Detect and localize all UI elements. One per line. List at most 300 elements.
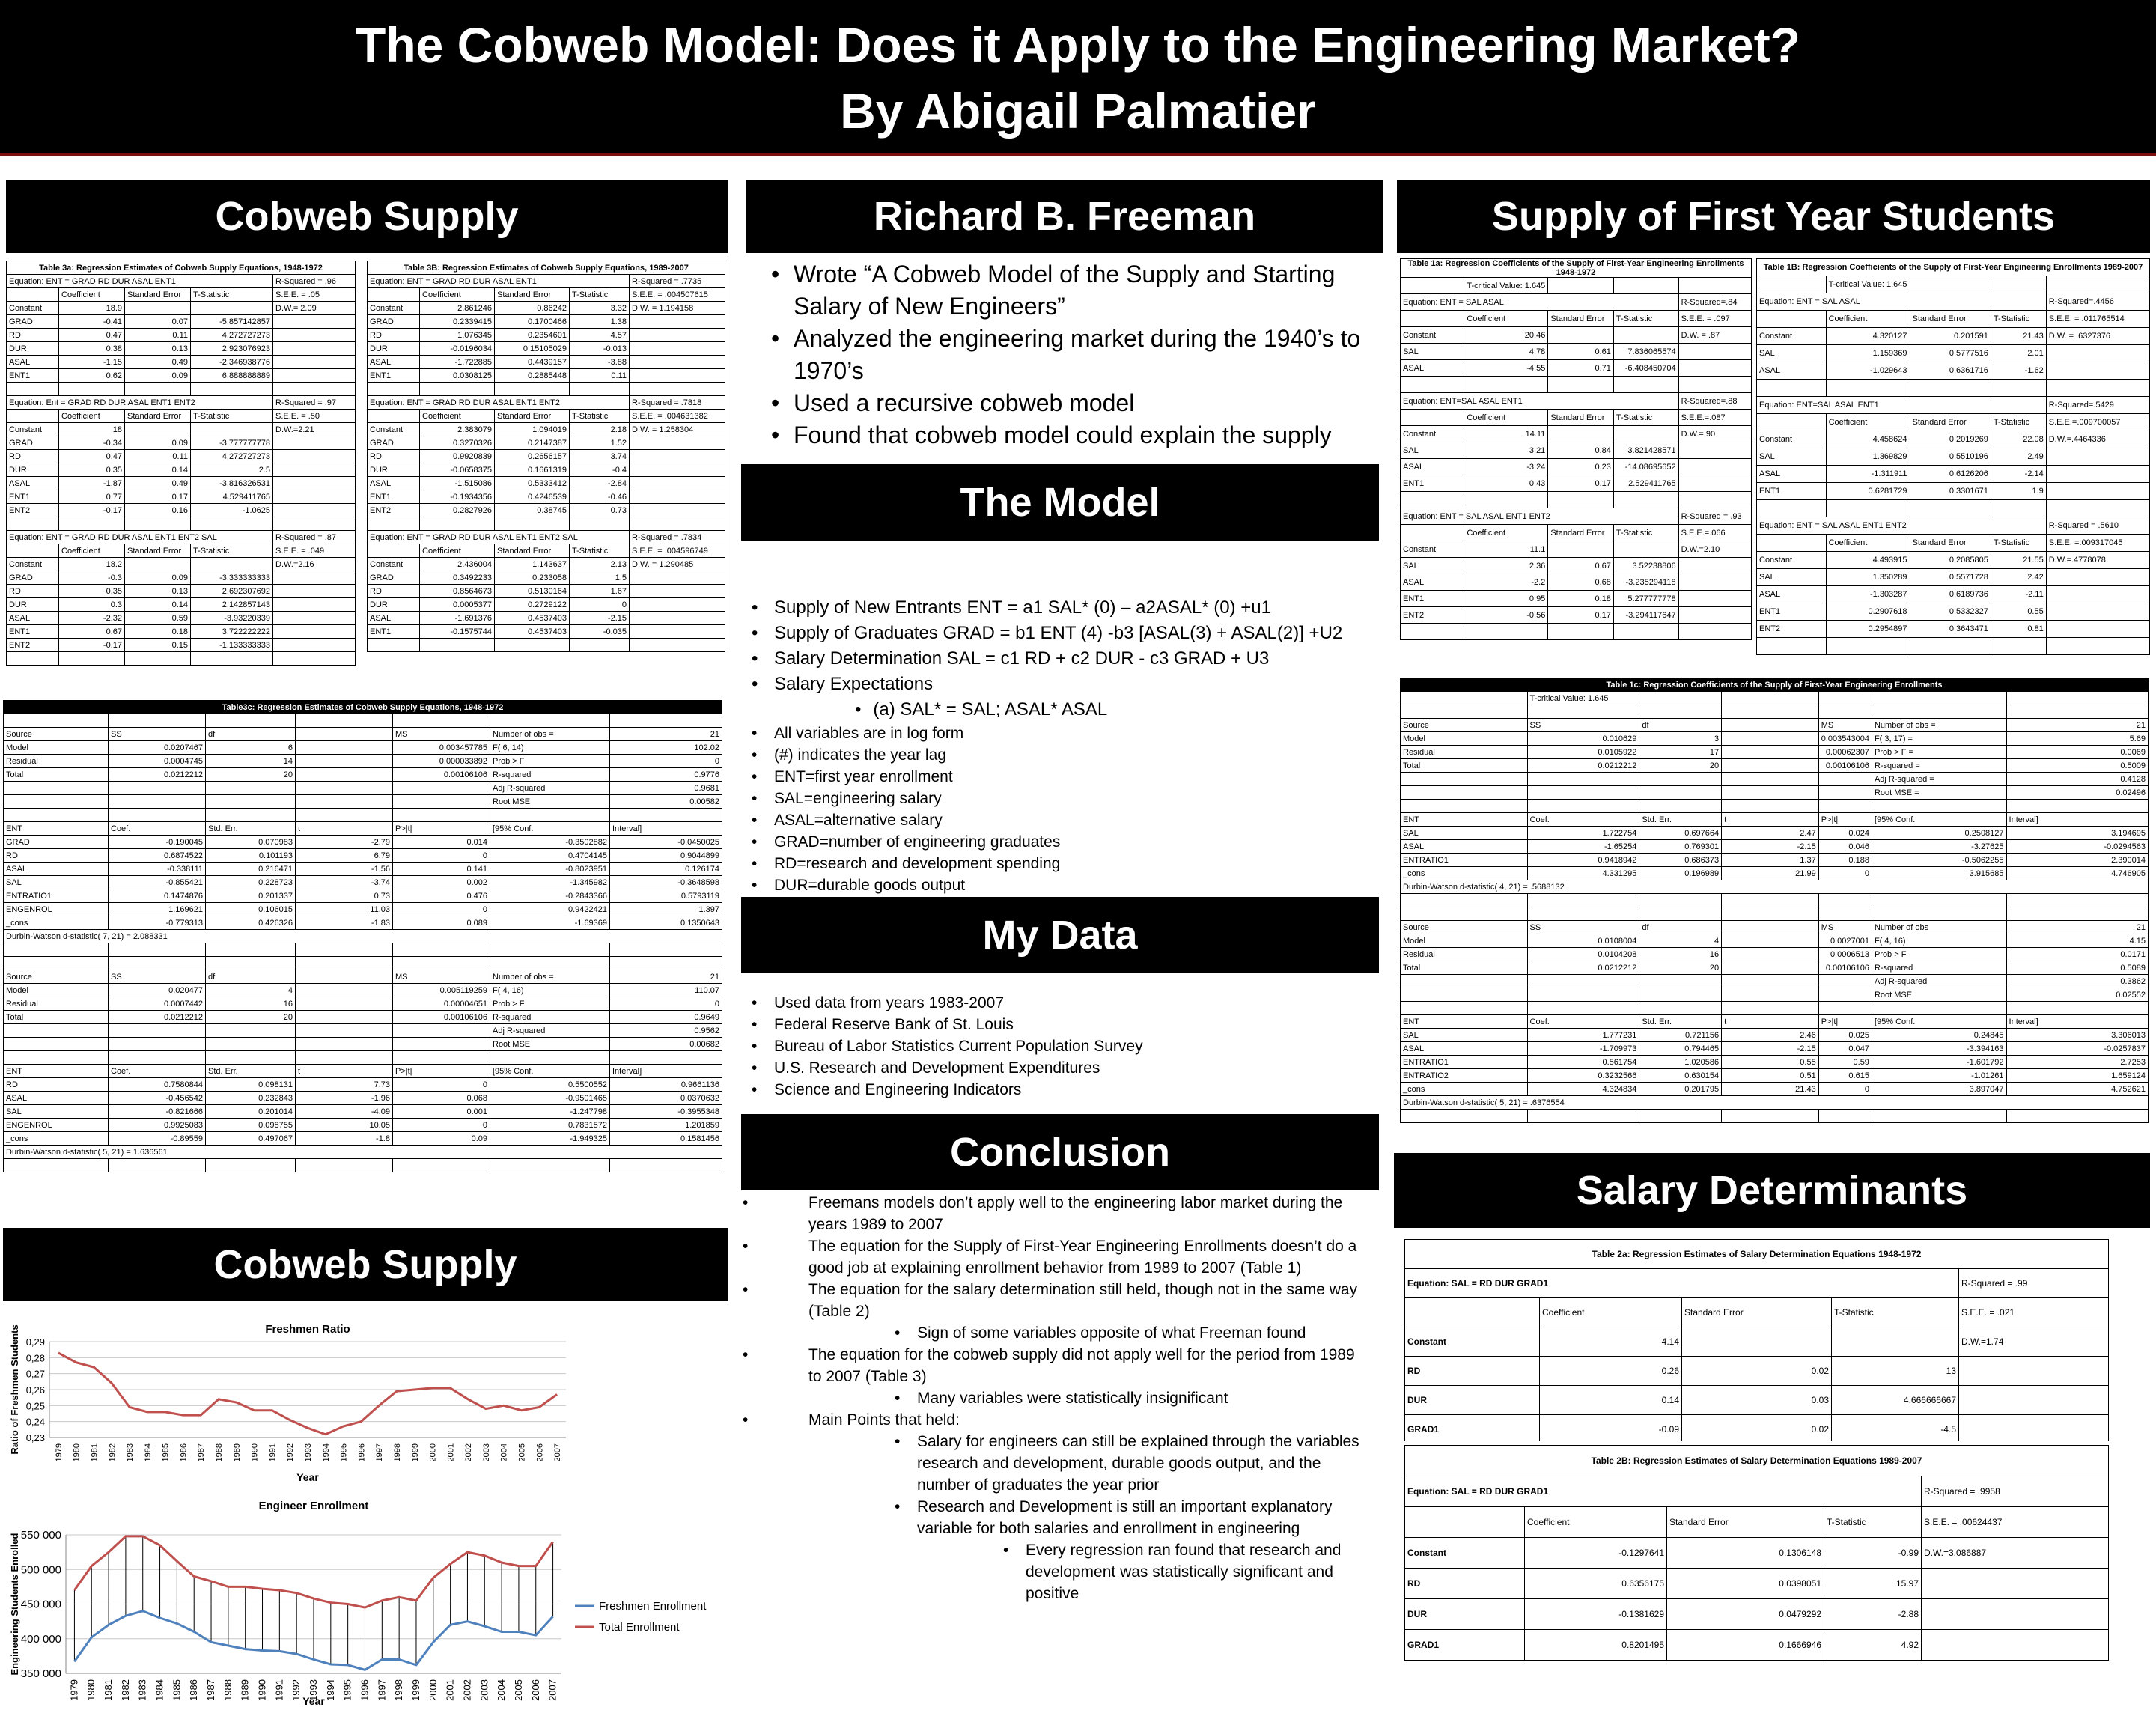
table-cell: -0.17 xyxy=(59,639,125,652)
table-cell: S.E.E. = .097 xyxy=(1678,311,1751,327)
table-cell xyxy=(273,329,356,342)
table-cell: -4.09 xyxy=(296,1105,393,1119)
table-cell xyxy=(630,369,725,383)
table-row xyxy=(7,490,356,504)
table-cell: -1.8 xyxy=(296,1132,393,1146)
table-cell xyxy=(1401,975,1528,988)
table-cell xyxy=(1757,276,1827,293)
table-cell: ASAL xyxy=(368,356,420,369)
table-cell: 2.49 xyxy=(1991,448,2046,466)
x-tick-label: 1981 xyxy=(90,1443,100,1462)
table-row xyxy=(1757,362,2150,380)
table-cell: -1.01261 xyxy=(1872,1069,2006,1083)
y-tick-label: 500 000 xyxy=(20,1563,61,1577)
table-cell xyxy=(273,436,356,450)
table-cell: 0.5777516 xyxy=(1910,345,1991,362)
table-cell: T-Statistic xyxy=(1613,410,1678,426)
table-cell: -0.3648598 xyxy=(610,876,722,889)
table-cell: 11.03 xyxy=(296,903,393,916)
table-cell xyxy=(1872,692,2006,705)
table-cell: -0.1381629 xyxy=(1525,1599,1667,1630)
table-cell: 0.0104208 xyxy=(1527,948,1639,961)
x-tick-label: 1987 xyxy=(205,1679,217,1701)
table-cell: 0.24845 xyxy=(1872,1029,2006,1042)
table-row xyxy=(7,436,356,450)
table-cell xyxy=(1548,327,1614,344)
table-cell: RD xyxy=(1405,1357,1540,1386)
table-cell xyxy=(273,383,356,396)
table-cell xyxy=(630,342,725,356)
x-tick-label: 1986 xyxy=(179,1443,189,1462)
table-cell xyxy=(393,943,490,957)
x-tick-label: 2000 xyxy=(428,1443,438,1462)
table-cell: -2.88 xyxy=(1824,1599,1922,1630)
table-cell xyxy=(191,558,273,571)
table-cell: 0.769301 xyxy=(1639,840,1722,854)
table-cell: 2.436004 xyxy=(420,558,495,571)
table-row xyxy=(1401,426,1752,442)
equation-row xyxy=(368,275,725,288)
table-cell: -1.15 xyxy=(59,356,125,369)
table-cell xyxy=(191,652,273,666)
table-cell: 0.13 xyxy=(125,585,191,598)
table-cell xyxy=(1959,1357,2109,1386)
table-cell: -1.949325 xyxy=(490,1132,610,1146)
table-cell: -0.41 xyxy=(59,315,125,329)
table-cell: Root MSE xyxy=(1872,988,2006,1002)
table-cell xyxy=(1401,492,1464,508)
table-cell xyxy=(2046,586,2149,603)
table-cell: Coef. xyxy=(109,1065,206,1078)
table-cell xyxy=(7,652,59,666)
table-cell: -1.83 xyxy=(296,916,393,930)
table-cell: 0.201591 xyxy=(1910,328,1991,345)
x-tick-label: 2001 xyxy=(444,1679,456,1701)
table-cell: Total xyxy=(4,1011,109,1024)
table-cell: 0.17 xyxy=(125,490,191,504)
model-notes xyxy=(741,722,1379,896)
table-cell: T-Statistic xyxy=(1613,311,1678,327)
table-cell: 0.55 xyxy=(1722,1056,1819,1069)
table-cell: D.W.=2.16 xyxy=(273,558,356,571)
table-cell: D.W. = 1.290485 xyxy=(630,558,725,571)
table-cell xyxy=(273,315,356,329)
table-row xyxy=(1757,586,2150,603)
table-cell: 0.4439157 xyxy=(495,356,570,369)
table-cell: 16 xyxy=(1639,948,1722,961)
table-row xyxy=(1401,813,2149,827)
table-row xyxy=(1405,1386,2109,1415)
table-cell: 0.00004651 xyxy=(393,997,490,1011)
table-cell: ENGENROL xyxy=(4,1119,109,1132)
conclusion-item: • Every regression ran found that research and development was statistically significant and positive xyxy=(1026,1539,1362,1604)
table-cell xyxy=(1818,800,1872,813)
table-cell xyxy=(109,1159,206,1172)
table-cell xyxy=(296,728,393,741)
table-row xyxy=(4,741,722,755)
table-cell xyxy=(1722,961,1819,975)
table-cell: GRAD1 xyxy=(1405,1415,1540,1442)
table-row xyxy=(7,517,356,531)
table-cell xyxy=(393,1038,490,1051)
table-cell xyxy=(1722,732,1819,746)
table-cell: 0 xyxy=(1818,867,1872,880)
header-model: The Model xyxy=(741,464,1379,541)
table-cell xyxy=(1527,705,1639,719)
table-cell xyxy=(1722,948,1819,961)
x-tick-label: 1988 xyxy=(215,1443,225,1462)
table-cell: 15.97 xyxy=(1824,1569,1922,1599)
table-row xyxy=(4,889,722,903)
table-cell: -0.1297641 xyxy=(1525,1538,1667,1569)
table-cell xyxy=(1678,624,1751,640)
table-row xyxy=(368,558,725,571)
table-row xyxy=(1401,975,2149,988)
table-cell: RD xyxy=(4,1078,109,1092)
table-cell: -1.96 xyxy=(296,1092,393,1105)
table-cell: 0.09 xyxy=(125,436,191,450)
table-cell: Standard Error xyxy=(1548,410,1614,426)
table-cell: 13 xyxy=(1832,1357,1959,1386)
table-cell: -1.87 xyxy=(59,477,125,490)
table-cell xyxy=(273,369,356,383)
table-cell xyxy=(1722,934,1819,948)
table-cell: df xyxy=(1639,719,1722,732)
table-cell: -0.2843366 xyxy=(490,889,610,903)
table-cell: 2.13 xyxy=(570,558,630,571)
table-cell: 21.43 xyxy=(1722,1083,1819,1096)
table-cell: 4.752621 xyxy=(2006,1083,2148,1096)
table-cell: Std. Err. xyxy=(206,1065,296,1078)
table-row xyxy=(1401,692,2149,705)
table-cell: 0.794465 xyxy=(1639,1042,1722,1056)
table-cell: -1.345982 xyxy=(490,876,610,889)
freeman-bullet: • Found that cobweb model could explain the supply xyxy=(794,419,1383,451)
table-row xyxy=(7,410,356,423)
table-cell: 0.2508127 xyxy=(1872,827,2006,840)
table-cell: 0.02496 xyxy=(2006,786,2148,800)
table-cell: -0.17 xyxy=(59,504,125,517)
table-cell: 0.18 xyxy=(1548,591,1614,607)
table-cell: 0.3 xyxy=(59,598,125,612)
table-cell: 3.21 xyxy=(1464,442,1548,459)
table-cell: -1.0625 xyxy=(191,504,273,517)
table-cell: Source xyxy=(4,728,109,741)
table-cell: Coefficient xyxy=(1826,414,1910,431)
table-row xyxy=(7,558,356,571)
table-cell: 2.390014 xyxy=(2006,854,2148,867)
table-row xyxy=(368,639,725,652)
table-row xyxy=(1401,475,1752,492)
table-cell xyxy=(1678,558,1751,574)
table-cell: _cons xyxy=(4,916,109,930)
table-cell: 2.7253 xyxy=(2006,1056,2148,1069)
engineer-enrollment-chart xyxy=(6,1490,732,1707)
table-cell: 1.369829 xyxy=(1826,448,1910,466)
table-row xyxy=(1405,1298,2109,1327)
equation-row xyxy=(1405,1476,2109,1507)
table-cell: 0.024 xyxy=(1818,827,1872,840)
conclusion-section xyxy=(741,1192,1362,1611)
table-cell: Standard Error xyxy=(1910,414,1991,431)
r-squared: R-Squared = .96 xyxy=(273,275,356,288)
equation-text: Equation: ENT = GRAD RD DUR ASAL ENT1 ENT2 SAL xyxy=(7,531,273,544)
table-cell: 0.55 xyxy=(1991,603,2046,621)
table-cell xyxy=(125,383,191,396)
table-cell: -3.27625 xyxy=(1872,840,2006,854)
table-cell: 4.458624 xyxy=(1826,431,1910,448)
table-cell: D.W. = .87 xyxy=(1678,327,1751,344)
table-cell: df xyxy=(206,728,296,741)
poster-author: By Abigail Palmatier xyxy=(840,83,1316,139)
table-cell: 0.0027001 xyxy=(1818,934,1872,948)
table-cell: SAL xyxy=(1401,558,1464,574)
table-cell xyxy=(1527,800,1639,813)
table-cell: Standard Error xyxy=(1910,311,1991,328)
equation-row xyxy=(1757,517,2150,535)
table-cell: 1.777231 xyxy=(1527,1029,1639,1042)
table-cell: -1.247798 xyxy=(490,1105,610,1119)
table-cell xyxy=(2046,621,2149,638)
table-row xyxy=(4,916,722,930)
table-cell: T-critical Value: 1.645 xyxy=(1826,276,1910,293)
x-tick-label: 1983 xyxy=(136,1679,148,1701)
regression-table xyxy=(1400,258,1752,640)
table-cell xyxy=(2006,800,2148,813)
table-cell: 0.3643471 xyxy=(1910,621,1991,638)
x-tick-label: 2002 xyxy=(464,1443,474,1462)
table-row xyxy=(7,585,356,598)
table-cell: -0.89559 xyxy=(109,1132,206,1146)
table-cell: -0.34 xyxy=(59,436,125,450)
table-cell xyxy=(1818,1002,1872,1015)
table-caption: Table 1a: Regression Coefficients of the Supply of First-Year Engineering Enrollments 1948-1972 xyxy=(1401,259,1752,278)
table-cell: 20.46 xyxy=(1464,327,1548,344)
x-tick-label: 2005 xyxy=(512,1679,524,1701)
table-cell xyxy=(273,504,356,517)
table-row xyxy=(7,423,356,436)
table-cell xyxy=(630,571,725,585)
table-cell: 0.5500552 xyxy=(490,1078,610,1092)
table-cell: 1.659124 xyxy=(2006,1069,2148,1083)
table-cell: 0.0069 xyxy=(2006,746,2148,759)
equation-text: Equation: ENT = GRAD RD DUR ASAL ENT1 ENT2 SAL xyxy=(368,531,630,544)
table-cell: 4.272727273 xyxy=(191,450,273,463)
table-row xyxy=(1401,1042,2149,1056)
header-freeman: Richard B. Freeman xyxy=(746,180,1383,253)
table-cell: Number of obs = xyxy=(490,728,610,741)
table-cell: Constant xyxy=(1401,327,1464,344)
table-cell: Constant xyxy=(1405,1327,1540,1357)
table-cell xyxy=(1527,975,1639,988)
table-cell xyxy=(610,957,722,970)
table-cell: Number of obs = xyxy=(490,970,610,984)
table-cell: Adj R-squared xyxy=(490,1024,610,1038)
table-cell xyxy=(4,1159,109,1172)
table-cell: S.E.E. = .00624437 xyxy=(1922,1507,2109,1538)
x-tick-label: 1986 xyxy=(188,1679,200,1701)
table-cell: 0.9925083 xyxy=(109,1119,206,1132)
table-cell: GRAD xyxy=(7,315,59,329)
table-row xyxy=(1401,705,2149,719)
table-cell: SS xyxy=(109,728,206,741)
table-cell xyxy=(1678,360,1751,377)
table-cell: 0.025 xyxy=(1818,1029,1872,1042)
table-cell xyxy=(4,1024,109,1038)
table-cell: 0.020477 xyxy=(109,984,206,997)
table-cell: 1.397 xyxy=(610,903,722,916)
table-cell: -1.515086 xyxy=(420,477,495,490)
table-cell: Constant xyxy=(368,423,420,436)
table-cell: 1.076345 xyxy=(420,329,495,342)
regression-table xyxy=(1756,258,2150,655)
table-cell: 0.17 xyxy=(1548,607,1614,624)
r-squared: R-Squared = .87 xyxy=(273,531,356,544)
table-cell: 4.14 xyxy=(1540,1327,1682,1357)
table-cell: DUR xyxy=(368,342,420,356)
conclusion-item: • Sign of some variables opposite of what Freeman found xyxy=(917,1322,1362,1344)
table-cell: DUR xyxy=(368,463,420,477)
table-cell xyxy=(570,639,630,652)
table-cell: 0.630154 xyxy=(1639,1069,1722,1083)
table-cell: T-Statistic xyxy=(1991,414,2046,431)
durbin-watson: Durbin-Watson d-statistic( 7, 21) = 2.088331 xyxy=(4,930,722,943)
table-cell: 0.00062307 xyxy=(1818,746,1872,759)
table-row xyxy=(1405,1538,2109,1569)
table-row xyxy=(368,585,725,598)
table-cell xyxy=(2046,345,2149,362)
table-cell: ENT1 xyxy=(7,625,59,639)
table-cell: S.E.E. =.009317045 xyxy=(2046,535,2149,552)
table-cell: D.W. = 1.258304 xyxy=(630,423,725,436)
table-cell: _cons xyxy=(1401,1083,1528,1096)
r-squared: R-Squared = .5610 xyxy=(2046,517,2149,535)
salary-table xyxy=(1404,1239,2109,1441)
table-cell: T-Statistic xyxy=(570,288,630,302)
x-tick-label: 1993 xyxy=(308,1679,319,1701)
table-cell: 0 xyxy=(393,849,490,862)
table-cell xyxy=(296,1011,393,1024)
table-cell: Number of obs xyxy=(1872,921,2006,934)
table-row xyxy=(4,1011,722,1024)
table-cell xyxy=(1401,410,1464,426)
table-cell: GRAD xyxy=(7,436,59,450)
table-row xyxy=(368,342,725,356)
x-tick-label: 1985 xyxy=(171,1679,183,1701)
table-cell: _cons xyxy=(4,1132,109,1146)
table-cell: 0 xyxy=(1818,1083,1872,1096)
table-cell: Source xyxy=(1401,719,1528,732)
table-cell: ENT xyxy=(1401,1015,1528,1029)
table-cell xyxy=(393,1051,490,1065)
table-row xyxy=(4,755,722,768)
table-cell xyxy=(1678,591,1751,607)
table-cell: Standard Error xyxy=(125,410,191,423)
table-row xyxy=(4,836,722,849)
table-cell: 0.26 xyxy=(1540,1357,1682,1386)
table-row xyxy=(368,288,725,302)
table-cell xyxy=(1910,380,1991,397)
table-cell: GRAD xyxy=(4,836,109,849)
table-cell: ENGENROL xyxy=(4,903,109,916)
table-cell: 4.324834 xyxy=(1527,1083,1639,1096)
table-cell: 0.0212212 xyxy=(1527,961,1639,975)
table-cell: 0.188 xyxy=(1818,854,1872,867)
table-cell: 21.43 xyxy=(1991,328,2046,345)
table-row xyxy=(1757,638,2150,655)
table-cell xyxy=(490,957,610,970)
table-cell: 0.5333412 xyxy=(495,477,570,490)
table-cell: 0.0006513 xyxy=(1818,948,1872,961)
durbin-watson: Durbin-Watson d-statistic( 4, 21) = .5688132 xyxy=(1401,880,2149,894)
table-cell: -0.035 xyxy=(570,625,630,639)
table-row xyxy=(1401,492,1752,508)
table-cell: Standard Error xyxy=(125,544,191,558)
table-cell: ASAL xyxy=(1401,1042,1528,1056)
table-cell: 0.59 xyxy=(125,612,191,625)
table-row xyxy=(7,369,356,383)
table-cell: Standard Error xyxy=(1548,525,1614,541)
table-row xyxy=(1757,483,2150,500)
table-cell: 0.84 xyxy=(1548,442,1614,459)
r-squared: R-Squared=.5429 xyxy=(2046,397,2149,414)
table-cell: 0.126174 xyxy=(610,862,722,876)
table-cell xyxy=(2046,483,2149,500)
table-cell: 0.0108004 xyxy=(1527,934,1639,948)
table-row xyxy=(4,970,722,984)
table-cell: S.E.E. = .004596749 xyxy=(630,544,725,558)
table-cell: 0.0479292 xyxy=(1667,1599,1824,1630)
table-row xyxy=(368,410,725,423)
table-cell: Prob > F xyxy=(1872,948,2006,961)
table-cell: 0.046 xyxy=(1818,840,1872,854)
data-source: • U.S. Research and Development Expenditures xyxy=(774,1057,1379,1079)
table-row xyxy=(1757,466,2150,483)
x-tick-label: 1998 xyxy=(393,1679,405,1701)
table-cell xyxy=(393,795,490,809)
table-row xyxy=(1401,1110,2149,1123)
table-cell: ENT2 xyxy=(7,504,59,517)
table-cell xyxy=(1639,975,1722,988)
table-cell: T-critical Value: 1.645 xyxy=(1527,692,1639,705)
table-cell xyxy=(206,1024,296,1038)
table-cell: ASAL xyxy=(7,356,59,369)
table-cell xyxy=(273,639,356,652)
x-tick-label: 1980 xyxy=(85,1679,97,1701)
table-row xyxy=(368,504,725,517)
table-row xyxy=(1401,1056,2149,1069)
x-tick-label: 1992 xyxy=(286,1443,296,1462)
table-cell xyxy=(273,450,356,463)
table-cell xyxy=(109,1038,206,1051)
table-cell xyxy=(1722,692,1819,705)
y-tick-label: 0,28 xyxy=(25,1352,45,1364)
table-cell: 0.6281729 xyxy=(1826,483,1910,500)
data-source: • Used data from years 1983-2007 xyxy=(774,992,1379,1014)
table-cell: 0.17 xyxy=(1548,475,1614,492)
durbin-watson-row xyxy=(1401,880,2149,894)
equation-text: Equation: ENT = SAL ASAL xyxy=(1757,293,2047,311)
table-cell: 0.71 xyxy=(1548,360,1614,377)
table-cell: 1.094019 xyxy=(495,423,570,436)
table-cell xyxy=(1722,894,1819,907)
table-cell: DUR xyxy=(7,342,59,356)
table-cell xyxy=(630,477,725,490)
table-cell: 0.047 xyxy=(1818,1042,1872,1056)
table-cell: 0.497067 xyxy=(206,1132,296,1146)
table-cell xyxy=(206,957,296,970)
table-cell: F( 4, 16) xyxy=(1872,934,2006,948)
